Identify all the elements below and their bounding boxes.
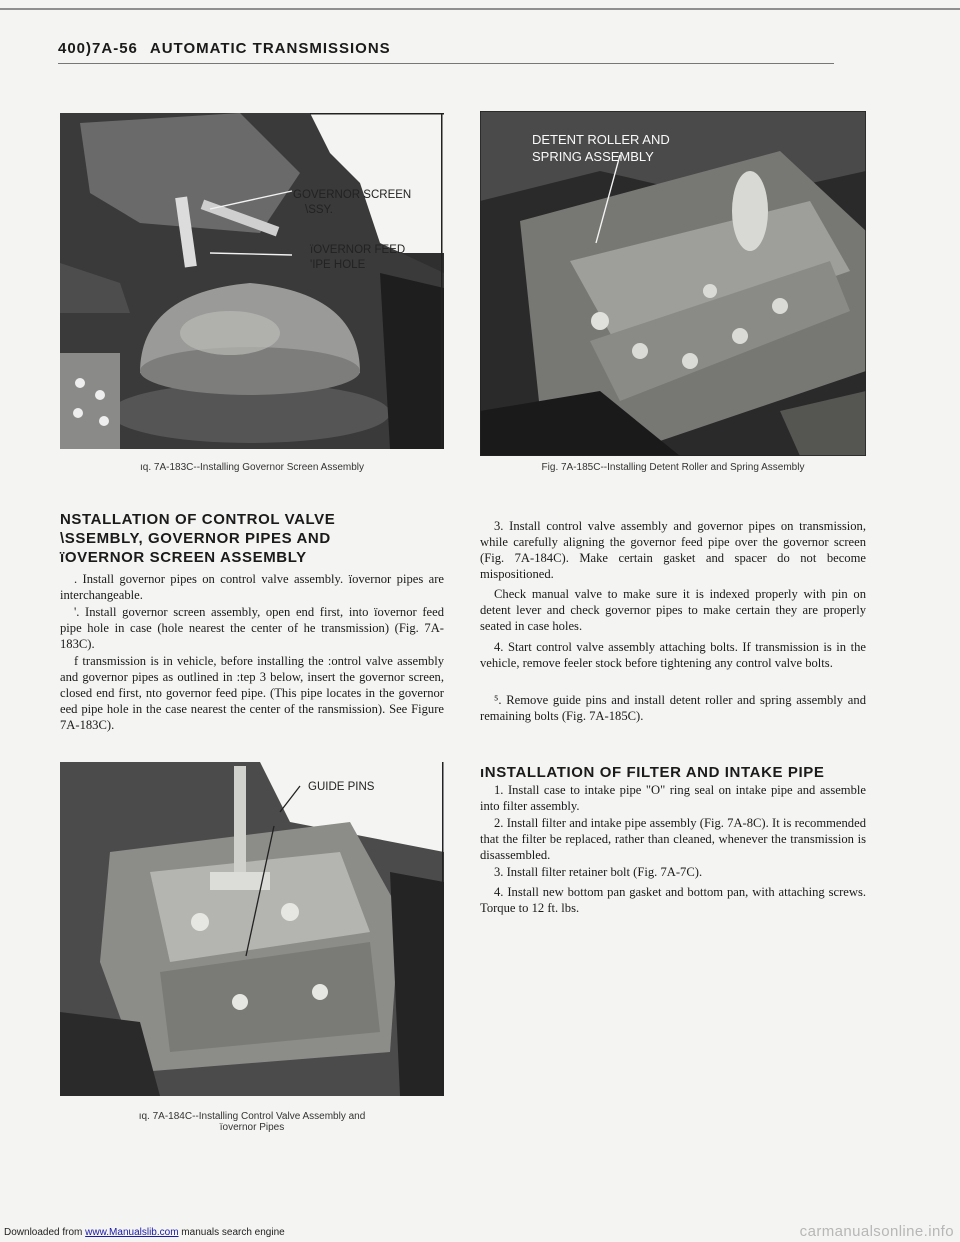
watermark-text: carmanualsonline.info xyxy=(799,1223,954,1240)
check-manual-valve-paragraph: Check manual valve to make sure it is indexed properly with pin on detent lever and check governor pipes to make certain they are properly seated in case holes. xyxy=(480,587,866,633)
filter-step-1: 1. Install case to intake pipe "O" ring seal on intake pipe and assemble into filter assembly. xyxy=(480,783,866,813)
governor-screen-photo xyxy=(60,113,444,449)
callout-governor-screen: GOVERNOR SCREEN \SSY. xyxy=(293,189,412,216)
filter-step-2: 2. Install filter and intake pipe assembly (Fig. 7A-8C). It is recommended that the filter be replaced, rather than cleaned, whenever the transmission is disassembled. xyxy=(480,816,866,862)
figure-control-valve-photo xyxy=(60,762,444,1096)
manualslib-link[interactable]: www.Manualslib.com xyxy=(85,1227,179,1238)
heading-control-valve-installation: NSTALLATION OF CONTROL VALVE \SSEMBLY, GOVERNOR PIPES AND їOVERNOR SCREEN ASSEMBLY xyxy=(60,511,336,566)
step-1-paragraph: . Install governor pipes on control valve assembly. їovernor pipes are interchangeable. xyxy=(60,572,444,602)
figure-183c-caption: ıq. 7A-183C--Installing Governor Screen Assembly xyxy=(140,462,364,473)
download-credit: Downloaded from www.Manualslib.com manuals search engine xyxy=(4,1227,285,1238)
top-border-rule xyxy=(0,8,960,10)
section-title: AUTOMATIC TRANSMISSIONS xyxy=(149,40,391,57)
header-rule xyxy=(58,63,834,64)
callout-detent-roller: DETENT ROLLER AND SPRING ASSEMBLY xyxy=(532,132,670,164)
note-paragraph: f transmission is in vehicle, before installing the :ontrol valve assembly and governor pipes as outlined in :tep 3 below, insert the governor screen, closed end first, nto governor feed pipe. (This pipe locates in the governor eed pipe hole in the case nearest the center of the ransmission). See Figure 7A-183C). xyxy=(60,654,444,732)
step-3-paragraph: 3. Install control valve assembly and governor pipes on transmission, while carefully aligning the governor feed pipe over the governor screen (Fig. 7A-184C). Make certain gasket and spacer do not become mispositioned. xyxy=(480,519,866,581)
heading-filter-intake-pipe: ıNSTALLATION OF FILTER AND INTAKE PIPE xyxy=(480,764,825,781)
control-valve-photo xyxy=(60,762,444,1096)
figure-governor-screen-photo xyxy=(60,113,444,449)
step-4-paragraph: 4. Start control valve assembly attaching bolts. If transmission is in the vehicle, remove feeler stock before tightening any control valve bolts. xyxy=(480,640,866,670)
figure-184c-caption: ıq. 7A-184C--Installing Control Valve Assembly and їovernor Pipes xyxy=(138,1111,366,1133)
callout-guide-pins: GUIDE PINS xyxy=(308,781,375,793)
callout-governor-feed-pipe-hole: їOVERNOR FEED 'IPE HOLE xyxy=(310,244,406,271)
figure-185c-caption: Fig. 7A-185C--Installing Detent Roller and Spring Assembly xyxy=(541,462,805,473)
step-2-paragraph: '. Install governor screen assembly, open end first, into їovernor feed pipe hole in case (hole nearest the center of he transmission) (Fig. 7A-183C). xyxy=(60,605,444,651)
page-number: 400)7A-56 xyxy=(58,40,138,57)
filter-step-3: 3. Install filter retainer bolt (Fig. 7A-7C). xyxy=(494,865,703,879)
running-header xyxy=(58,40,834,57)
step-5-paragraph: ⁵. Remove guide pins and install detent roller and ѕpring assembly and remaining bolts (Fig. 7A-185C). xyxy=(480,693,866,723)
filter-step-4: 4. Install new bottom pan gasket and bottom pan, with attaching screws. Torque to 12 ft. lbs. xyxy=(480,885,866,915)
